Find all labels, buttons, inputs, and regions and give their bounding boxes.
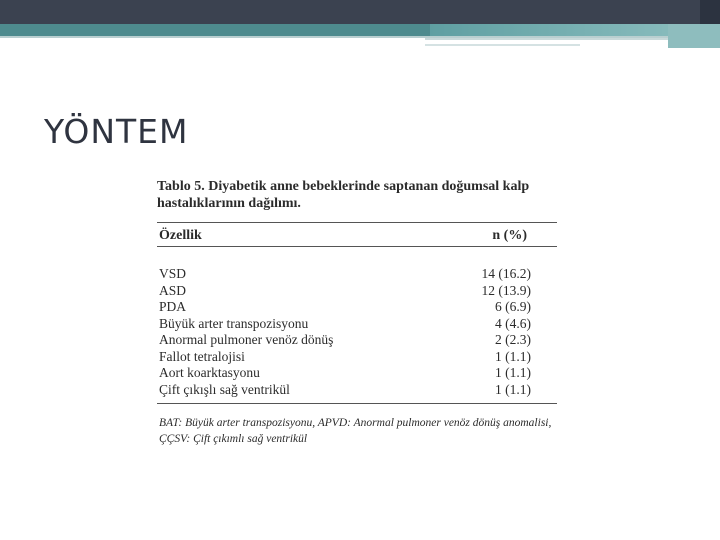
table-row — [159, 332, 531, 349]
table-rule — [157, 403, 557, 404]
table-row — [159, 365, 531, 382]
table-body — [159, 266, 531, 398]
row-label: ASD — [159, 282, 187, 298]
table-rule — [157, 246, 557, 247]
slide-title: YÖNTEM — [44, 112, 189, 151]
table-caption: Tablo 5. Diyabetik anne bebeklerinde saptanan doğumsal kalp hastalıklarının dağılımı. — [157, 179, 530, 211]
table-row — [159, 283, 531, 300]
top-bar-corner — [700, 0, 720, 24]
table-row — [159, 299, 531, 316]
header-cell-feature: Özellik — [159, 228, 202, 243]
top-bar-dark — [0, 0, 700, 24]
row-value: 4 (4.6) — [495, 315, 531, 331]
header-cell-count: n (%) — [492, 228, 527, 243]
row-label: Çift çıkışlı sağ ventrikül — [159, 381, 290, 397]
row-value: 14 (16.2) — [481, 266, 531, 281]
table-row — [159, 316, 531, 333]
row-value: 1 (1.1) — [495, 381, 531, 397]
row-value: 1 (1.1) — [495, 365, 531, 380]
row-value: 1 (1.1) — [495, 348, 531, 364]
decor-line — [425, 38, 668, 40]
row-label: Fallot tetralojisi — [159, 348, 245, 364]
row-label: Anormal pulmoner venöz dönüş — [159, 332, 334, 347]
decor-line — [425, 44, 580, 46]
row-label: PDA — [159, 299, 187, 314]
table-figure — [157, 178, 560, 450]
table-row — [159, 349, 531, 366]
row-label: Aort koarktasyonu — [159, 365, 260, 380]
top-bar-right-box — [668, 24, 720, 48]
row-value: 2 (2.3) — [495, 332, 531, 347]
row-label: VSD — [159, 266, 187, 281]
row-label: Büyük arter transpozisyonu — [159, 315, 309, 331]
table-rule — [157, 222, 557, 223]
row-value: 12 (13.9) — [481, 282, 531, 298]
table-row — [159, 266, 531, 283]
row-value: 6 (6.9) — [495, 299, 531, 314]
table-footnote: BAT: Büyük arter transpozisyonu, APVD: Anormal pulmoner venöz dönüş anomalisi, ÇÇSV: Çift çıkımlı sağ ventrikül — [159, 417, 552, 445]
table-row — [159, 382, 531, 399]
